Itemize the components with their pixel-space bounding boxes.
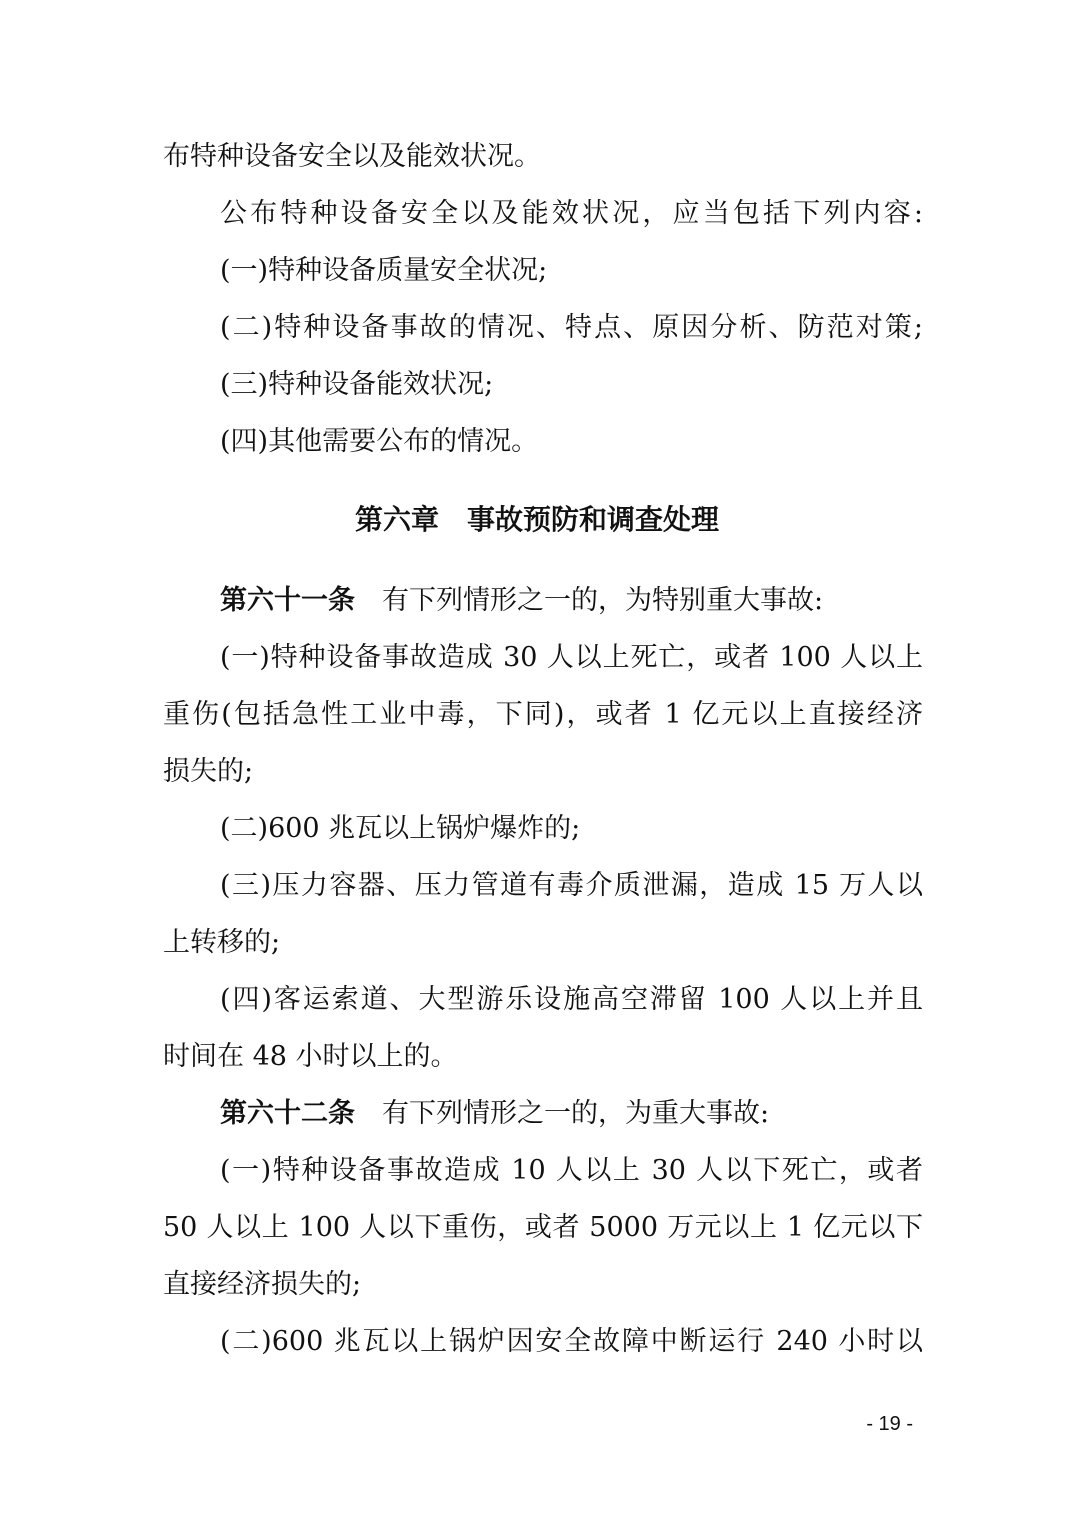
- text-line: (一)特种设备质量安全状况;: [220, 255, 548, 286]
- text-line: (四)客运索道、大型游乐设施高空滞留 100 人以上并且: [220, 984, 923, 1015]
- chapter-heading: 第六章 事故预防和调查处理: [354, 503, 719, 536]
- text-line: 损失的;: [163, 756, 254, 787]
- page-number: - 19 -: [866, 1413, 913, 1435]
- text-line: (一)特种设备事故造成 30 人以上死亡，或者 100 人以上: [220, 642, 923, 673]
- text-line: 时间在 48 小时以上的。: [163, 1041, 458, 1072]
- article-62-title: 第六十二条: [220, 1098, 355, 1129]
- text-line: (四)其他需要公布的情况。: [220, 426, 539, 457]
- text-line: 布特种设备安全以及能效状况。: [163, 141, 541, 172]
- text-line: 50 人以上 100 人以下重伤，或者 5000 万元以上 1 亿元以下: [163, 1212, 923, 1243]
- article-61-intro: 有下列情形之一的，为特别重大事故:: [355, 585, 824, 616]
- text-line: (二)600 兆瓦以上锅炉因安全故障中断运行 240 小时以: [220, 1326, 923, 1357]
- article-61-title: 第六十一条: [220, 585, 355, 616]
- article-62-heading-line: [220, 1094, 923, 1134]
- text-line: 公布特种设备安全以及能效状况，应当包括下列内容:: [220, 198, 923, 229]
- text-line: 重伤(包括急性工业中毒，下同)，或者 1 亿元以上直接经济: [163, 699, 923, 730]
- text-line: (二)600 兆瓦以上锅炉爆炸的;: [220, 813, 581, 844]
- text-line: 直接经济损失的;: [163, 1269, 362, 1300]
- text-line: (二)特种设备事故的情况、特点、原因分析、防范对策;: [220, 312, 923, 343]
- text-line: (一)特种设备事故造成 10 人以上 30 人以下死亡，或者: [220, 1155, 923, 1186]
- text-line: (三)特种设备能效状况;: [220, 369, 494, 400]
- text-line: 上转移的;: [163, 927, 281, 958]
- article-61-heading-line: [220, 581, 923, 621]
- text-line: (三)压力容器、压力管道有毒介质泄漏，造成 15 万人以: [220, 870, 923, 901]
- article-62-intro: 有下列情形之一的，为重大事故:: [355, 1098, 770, 1129]
